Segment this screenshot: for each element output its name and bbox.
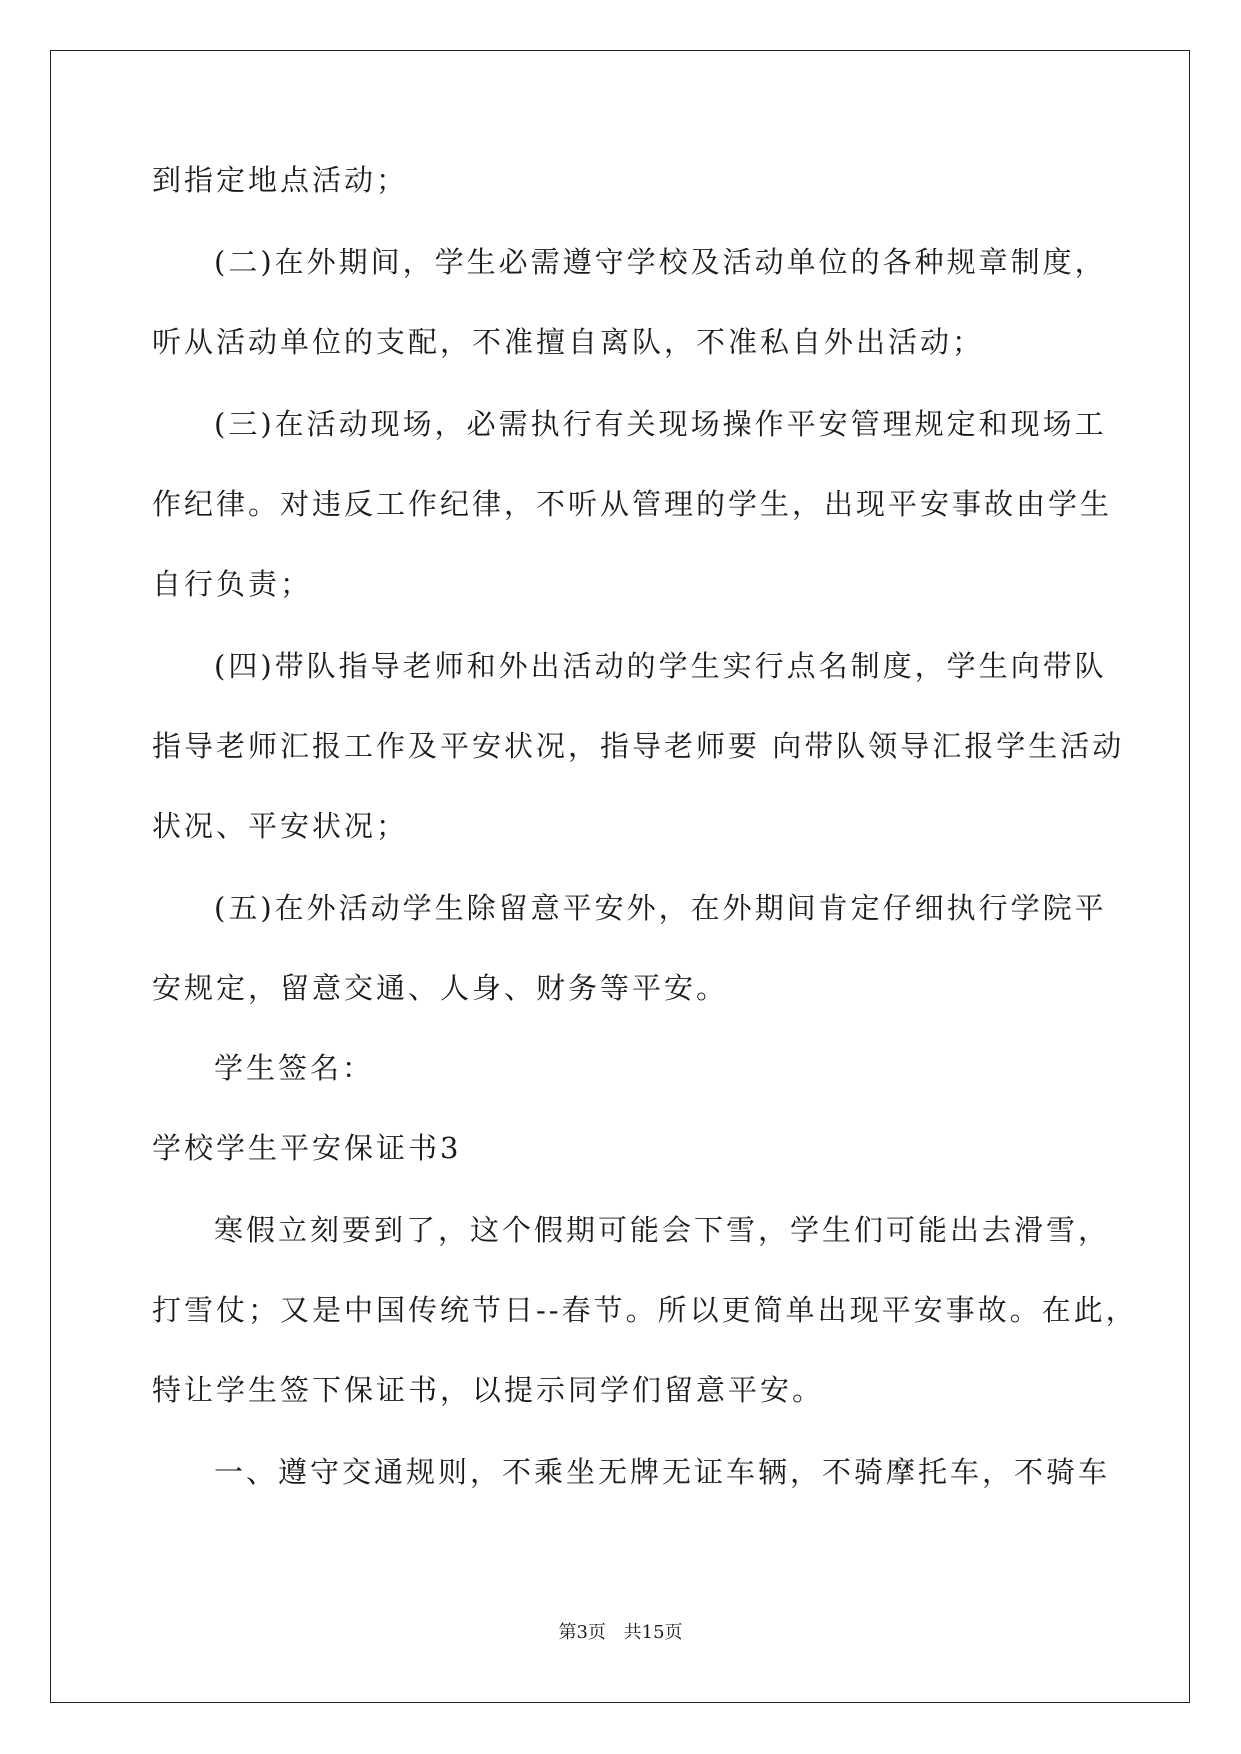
text-line: 打雪仗；又是中国传统节日--春节。所以更简单出现平安事故。在此，: [152, 1293, 1138, 1327]
text-line: 到指定地点活动；: [152, 163, 409, 197]
text-line: 状况、平安状况；: [152, 809, 409, 843]
text-line: 安规定，留意交通、人身、财务等平安。: [152, 971, 729, 1005]
text-line: 一、遵守交通规则，不乘坐无牌无证车辆，不骑摩托车，不骑车: [214, 1455, 1111, 1489]
total-pages: 共15页: [623, 1622, 683, 1643]
text-line: (五)在外活动学生除留意平安外，在外期间肯定仔细执行学院平: [214, 891, 1107, 925]
text-line: 特让学生签下保证书，以提示同学们留意平安。: [152, 1373, 825, 1407]
text-line: 听从活动单位的支配，不准擅自离队，不准私自外出活动；: [152, 325, 985, 359]
text-line: 指导老师汇报工作及平安状况，指导老师要 向带队领导汇报学生活动: [152, 729, 1125, 763]
text-line: 自行负责；: [152, 567, 313, 601]
text-line: 寒假立刻要到了，这个假期可能会下雪，学生们可能出去滑雪，: [214, 1213, 1111, 1247]
text-line: (三)在活动现场，必需执行有关现场操作平安管理规定和现场工: [214, 407, 1107, 441]
text-line: (二)在外期间，学生必需遵守学校及活动单位的各种规章制度，: [214, 245, 1107, 279]
signature-label: 学生签名：: [214, 1051, 375, 1085]
section-title: 学校学生平安保证书3: [152, 1131, 462, 1165]
page-footer: [0, 1618, 1241, 1644]
text-line: (四)带队指导老师和外出活动的学生实行点名制度，学生向带队: [214, 649, 1107, 683]
page-number: 第3页: [558, 1622, 606, 1643]
text-line: 作纪律。对违反工作纪律，不听从管理的学生，出现平安事故由学生: [152, 487, 1113, 521]
